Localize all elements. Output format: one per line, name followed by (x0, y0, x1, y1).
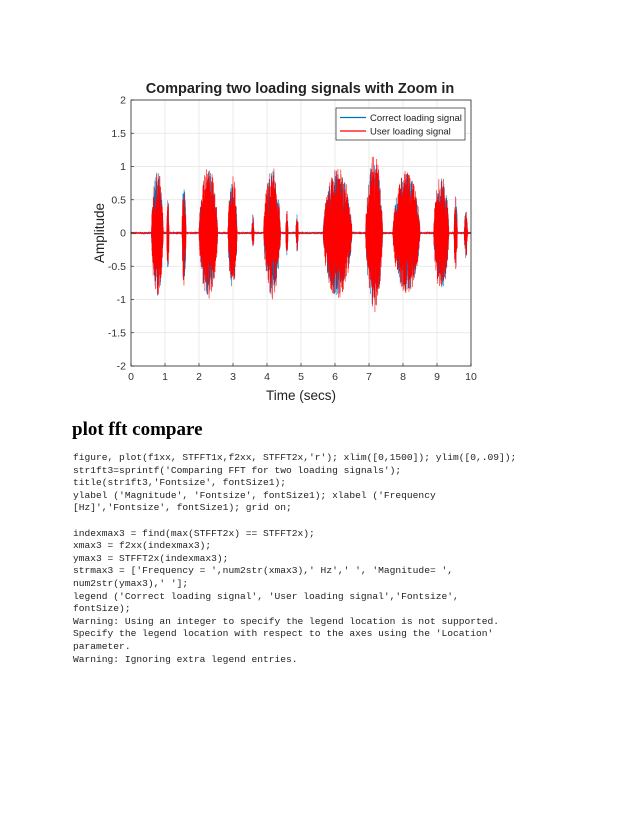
x-tick-label: 7 (366, 371, 372, 383)
x-tick-label: 4 (264, 371, 270, 383)
code-line: title(str1ft3,'Fontsize', fontSize1); (73, 477, 287, 489)
legend-label-correct: Correct loading signal (370, 113, 462, 124)
code-line: figure, plot(f1xx, STFFT1x,f2xx, STFFT2x,'r'); xlim([0,1500]); ylim([0,.09]); (73, 452, 517, 463)
code-line (73, 515, 573, 528)
x-tick-label: 8 (400, 371, 406, 383)
x-tick-label: 9 (434, 371, 440, 383)
code-block (73, 452, 573, 666)
code-line: strmax3 = ['Frequency = ',num2str(xmax3),' Hz',' ', 'Magnitude= ', (73, 565, 453, 577)
code-line: parameter. (73, 640, 131, 652)
code-line: indexmax3 = find(max(STFFT2x) == STFFT2x); (73, 527, 315, 539)
x-tick-label: 6 (332, 371, 338, 383)
x-axis-label: Time (secs) (266, 388, 336, 403)
y-tick-label: -1.5 (107, 327, 126, 340)
code-line: ylabel ('Magnitude', 'Fontsize', fontSize1); xlabel ('Frequency (73, 489, 436, 501)
x-tick-label: 3 (230, 371, 236, 383)
section-heading: plot fft compare (72, 419, 203, 440)
code-line: num2str(ymax3),' ']; (73, 577, 189, 589)
y-tick-label: 0 (120, 227, 126, 240)
y-axis-label: Amplitude (92, 202, 107, 264)
legend-label-user: User loading signal (370, 126, 451, 138)
code-line: legend ('Correct loading signal', 'User loading signal','Fontsize', (73, 590, 459, 602)
code-line: xmax3 = f2xx(indexmax3); (73, 540, 212, 552)
x-tick-label: 1 (162, 371, 168, 383)
y-tick-label: 1 (120, 161, 126, 173)
code-line: Warning: Using an integer to specify the legend location is not supported. (73, 615, 500, 627)
y-tick-label: 2 (120, 94, 126, 107)
x-tick-label: 2 (196, 371, 202, 383)
y-tick-label: 1.5 (111, 127, 126, 140)
y-tick-label: -2 (116, 360, 126, 373)
x-tick-label: 10 (465, 371, 477, 383)
code-line: str1ft3=sprintf('Comparing FFT for two loading signals'); (73, 464, 402, 476)
code-line: Specify the legend location with respect to the axes using the 'Location' (73, 628, 494, 640)
y-tick-label: -1 (116, 294, 126, 306)
legend (336, 108, 465, 140)
chart-title: Comparing two loading signals with Zoom in (145, 81, 455, 97)
y-tick-label: -0.5 (107, 260, 126, 273)
code-line: [Hz]','Fontsize', fontSize1); grid on; (73, 502, 292, 514)
y-tick-label: 0.5 (111, 194, 126, 207)
code-line: Warning: Ignoring extra legend entries. (73, 653, 298, 665)
x-tick-label: 0 (128, 371, 134, 383)
x-tick-label: 5 (298, 371, 304, 383)
code-line: ymax3 = STFFT2x(indexmax3); (73, 552, 229, 564)
code-line: fontSize); (73, 603, 131, 615)
signal-comparison-chart (80, 74, 490, 410)
